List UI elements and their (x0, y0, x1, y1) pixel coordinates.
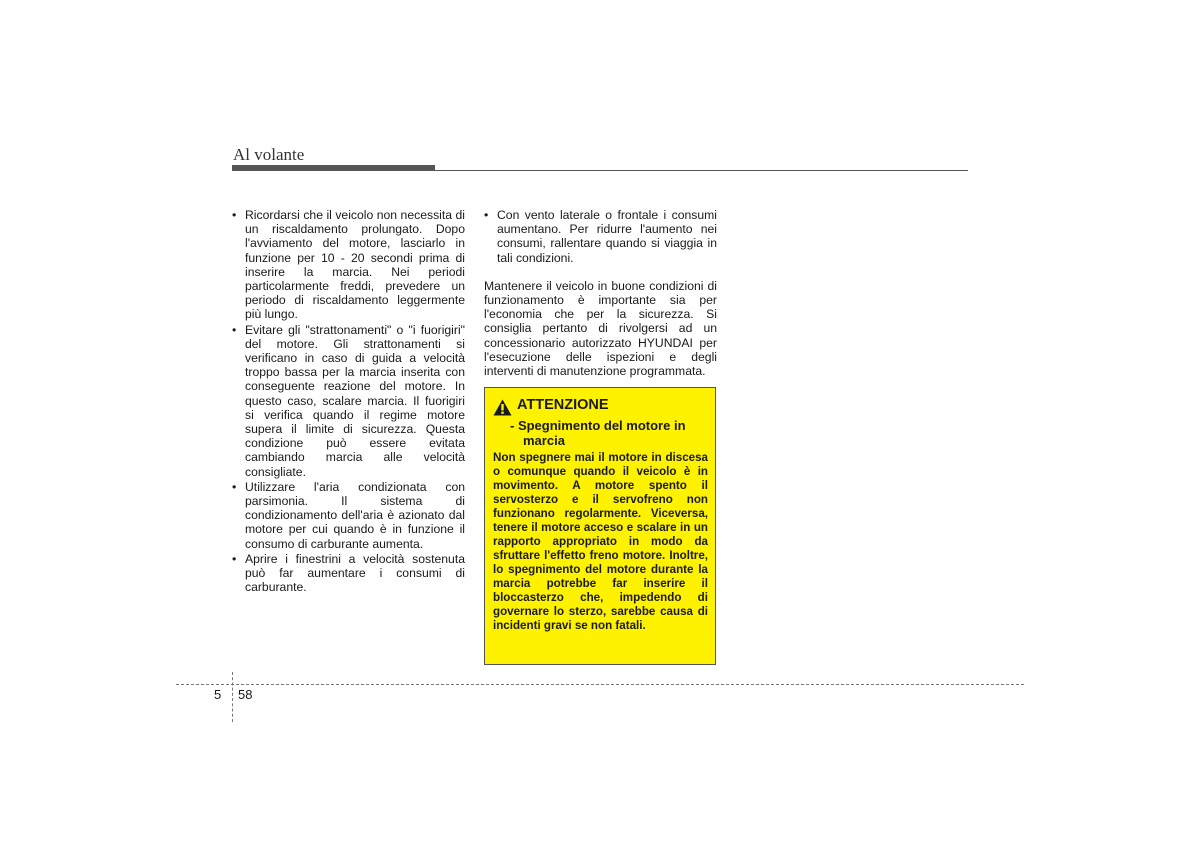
list-item: • Con vento laterale o frontale i consumi aumentano. Per ridurre l'aumento nei consumi, rallentare quando si viaggia in tali condizioni. (484, 208, 717, 265)
left-column (232, 208, 465, 595)
warning-title: ATTENZIONE (517, 397, 609, 413)
footer-dashed-divider (232, 672, 233, 722)
right-column (484, 208, 717, 378)
page-number: 58 (238, 687, 253, 702)
header-rule-thick (232, 165, 435, 171)
section-title: Al volante (233, 145, 305, 164)
chapter-number: 5 (214, 687, 222, 702)
list-item: • Evitare gli "strattonamenti" o "i fuorigiri" del motore. Gli strattonamenti si verificano in caso di guida a velocità troppo bassa per la marcia inserita con conseguente reazione del motore. In questo caso, scalare marcia. Il fuorigiri si verifica quando il regime motore supera il limite di sicurezza. Questa condizione può essere evitata cambiando marcia alle velocità consigliate. (232, 323, 465, 479)
warning-box (484, 387, 716, 665)
right-bullet-list (484, 208, 717, 265)
list-item: • Aprire i finestrini a velocità sostenuta può far aumentare i consumi di carburante. (232, 552, 465, 595)
footer-dashed-rule (176, 684, 1024, 685)
list-item: • Utilizzare l'aria condizionata con parsimonia. Il sistema di condizionamento dell'aria è azionato dal motore per cui quando è in funzione il consumo di carburante aumenta. (232, 480, 465, 551)
header-rule-thin (435, 170, 968, 171)
warning-header (493, 397, 708, 416)
maintenance-paragraph: Mantenere il veicolo in buone condizioni di funzionamento è importante sia per l'economia che per la sicurezza. Si consiglia pertanto di rivolgersi ad un concessionario autorizzato HYUNDAI per l'esecuzione delle ispezioni e degli interventi di manutenzione programmata. (484, 278, 717, 379)
warning-triangle-icon (493, 399, 512, 416)
left-bullet-list (232, 208, 465, 594)
warning-subtitle: - Spegnimento del motore in marcia (510, 418, 686, 448)
list-item: • Ricordarsi che il veicolo non necessita di un riscaldamento prolungato. Dopo l'avviamento del motore, lasciarlo in funzione per 10 - 20 secondi prima di inserire la marcia. Nei periodi particolarmente freddi, prevedere un periodo di riscaldamento leggermente più lungo. (232, 208, 465, 322)
warning-text: Non spegnere mai il motore in discesa o comunque quando il veicolo è in movimento. A motore spento il servosterzo e il servofreno non funzionano regolarmente. Viceversa, tenere il motore acceso e scalare in un rapporto appropriato in modo da sfruttare l'effetto freno motore. Inoltre, lo spegnimento del motore durante la marcia potrebbe far inserire il bloccasterzo che, impedendo di governare lo sterzo, sarebbe causa di incidenti gravi se non fatali. (493, 451, 708, 632)
